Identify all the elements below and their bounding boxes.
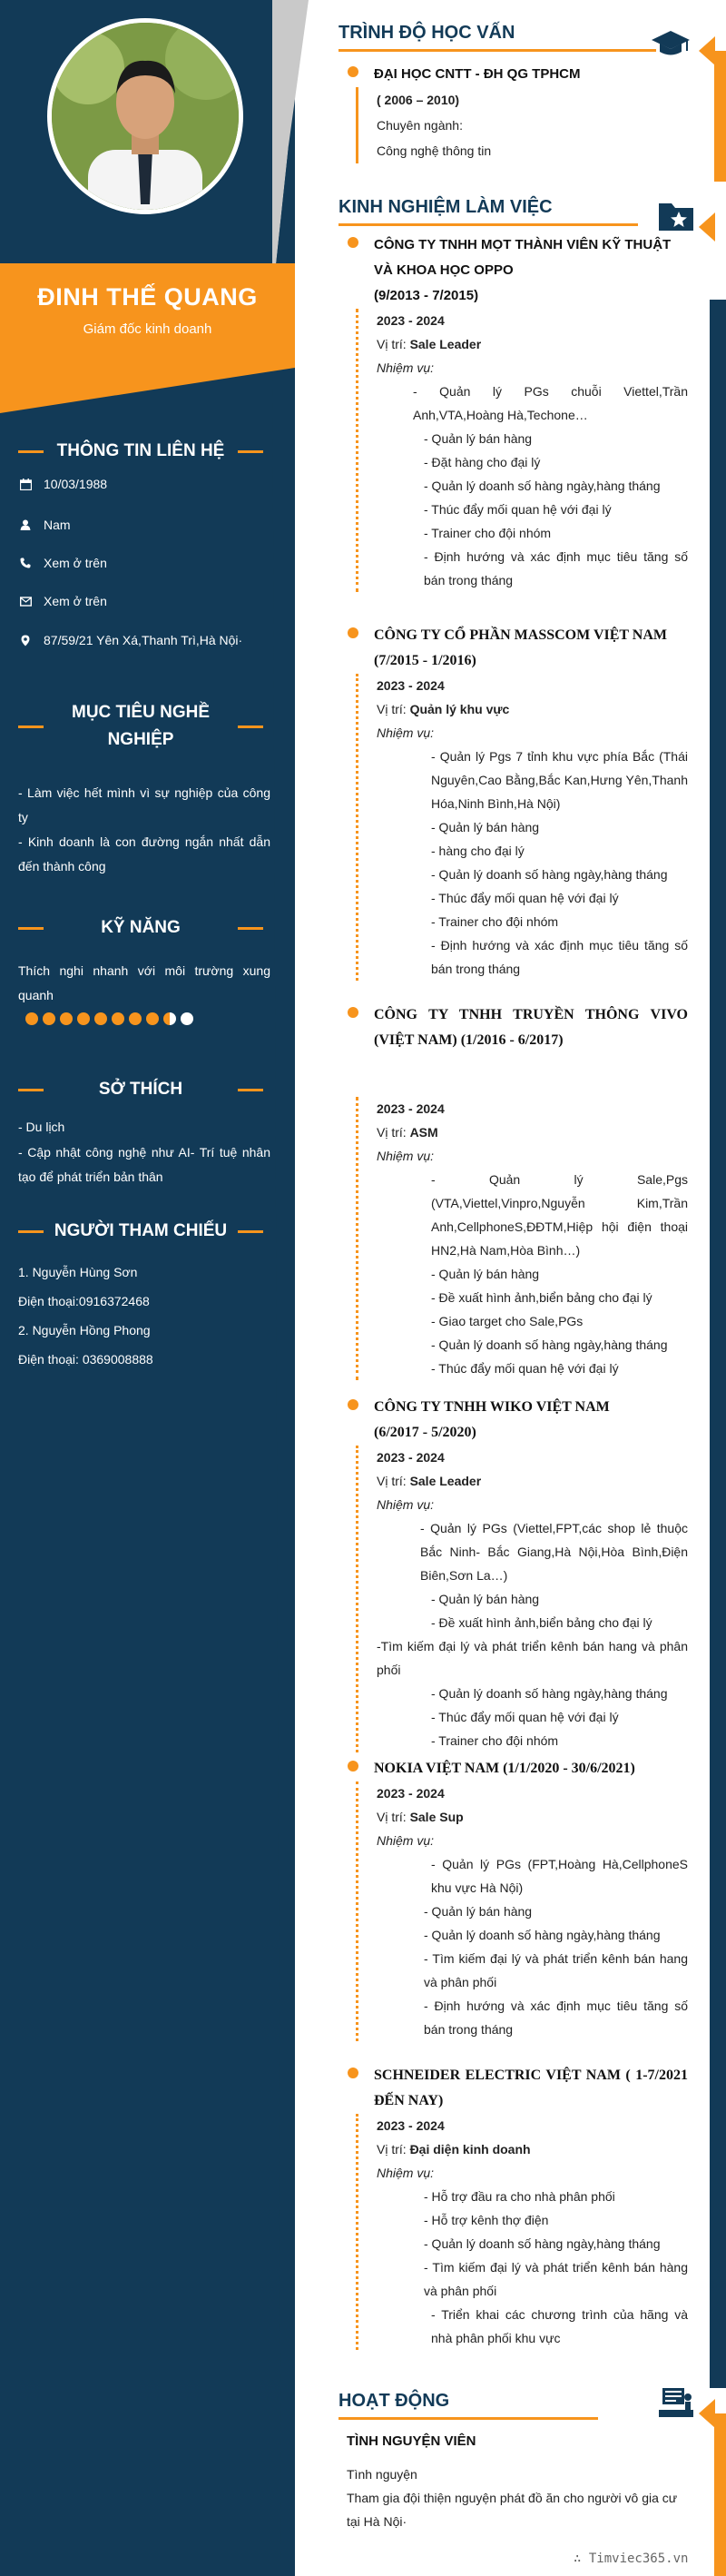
skill-rating-dot (146, 1012, 159, 1025)
education-item (352, 62, 688, 163)
job-3-duty-1: - Quản lý Sale,Pgs (VTA,Viettel,Vinpro,Nguyễn Kim,Trần Anh,CellphoneS,ĐĐTM,Hiệp hội điện thoại HN2,Hà Nam,Hòa Bình…) (431, 1172, 688, 1258)
skill-rating-dot (25, 1012, 38, 1025)
job-item-4 (352, 1395, 688, 1752)
job-6-period: 2023 - 2024 (377, 2118, 445, 2133)
job-5-duty-5: - Định hướng và xác định mục tiêu tăng số bán trong tháng (424, 1999, 688, 2037)
job-item-1 (352, 232, 688, 592)
activity-icon (657, 2384, 695, 2419)
education-marker (699, 36, 715, 65)
job-3-duty-5: - Quản lý doanh số hàng ngày,hàng tháng (431, 1337, 668, 1352)
job-1-duty-6: - Trainer cho đội nhóm (424, 526, 552, 540)
education-major: Công nghệ thông tin (377, 143, 492, 158)
job-1-duty-3: - Đặt hàng cho đại lý (424, 455, 541, 469)
job-5-duty-1: - Quản lý PGs (FPT,Hoàng Hà,CellphoneS khu vực Hà Nội) (431, 1857, 688, 1895)
profile-job-title: Giám đốc kinh doanh (83, 321, 212, 337)
job-5-duty-2: - Quản lý bán hàng (424, 1904, 533, 1919)
experience-marker (699, 212, 715, 242)
job-3-company: CÔNG TY TNHH TRUYỀN THÔNG VIVO (VIỆT NAM) (1/2016 - 6/2017) (374, 1007, 688, 1048)
job-4-duty-2: - Quản lý bán hàng (431, 1592, 540, 1606)
folder-star-icon (657, 198, 695, 232)
job-item-5 (352, 1756, 688, 2041)
job-3-period: 2023 - 2024 (377, 1101, 445, 1116)
education-side-bar (714, 51, 726, 182)
map-pin-icon (18, 633, 33, 647)
job-4-period: 2023 - 2024 (377, 1450, 445, 1465)
job-3-duty-label: Nhiệm vụ: (377, 1149, 435, 1163)
job-4-duty-label: Nhiệm vụ: (377, 1497, 435, 1512)
job-6-duty-3: - Quản lý doanh số hàng ngày,hàng tháng (424, 2236, 661, 2251)
job-4-duty-6: - Thúc đẩy mối quan hệ với đại lý (431, 1710, 619, 1724)
activities-heading: HOẠT ĐỘNG (338, 2391, 450, 2411)
job-2-period: 2023 - 2024 (377, 678, 445, 693)
phone-icon (18, 556, 33, 570)
activity-line-1: Tình nguyện (347, 2467, 417, 2482)
job-1-range: (9/2013 - 7/2015) (374, 288, 479, 303)
objective-line-2: - Kinh doanh là con đường ngắn nhất dẫn đến thành công (18, 834, 270, 873)
skill-rating-dot (112, 1012, 124, 1025)
job-3-duty-2: - Quản lý bán hàng (431, 1267, 540, 1281)
education-heading-line (338, 49, 656, 52)
job-6-duty-2: - Hỗ trợ kênh thợ điện (424, 2213, 549, 2227)
skill-rating-dot (163, 1012, 176, 1025)
job-4-company: CÔNG TY TNHH WIKO VIỆT NAM (374, 1399, 610, 1415)
job-1-period: 2023 - 2024 (377, 313, 445, 328)
job-2-duty-label: Nhiệm vụ: (377, 725, 435, 740)
job-4-duty-4: -Tìm kiếm đại lý và phát triển kênh bán hang và phân phối (377, 1639, 688, 1677)
job-1-role: Vị trí: Sale Leader (377, 337, 482, 351)
job-5-duty-label: Nhiệm vụ: (377, 1833, 435, 1848)
education-period: ( 2006 – 2010) (377, 93, 460, 107)
hobbies-heading: SỞ THÍCH (18, 1076, 263, 1103)
contact-address: 87/59/21 Yên Xá,Thanh Trì,Hà Nội· (18, 633, 272, 647)
experience-side-notch (693, 363, 726, 490)
skill-rating-dot (43, 1012, 55, 1025)
job-6-duty-1: - Hỗ trợ đầu ra cho nhà phân phối (424, 2189, 615, 2204)
job-5-company: NOKIA VIỆT NAM (1/1/2020 - 30/6/2021) (374, 1761, 635, 1776)
job-6-duty-5: - Triển khai các chương trình của hãng và nhà phân phối khu vực (431, 2307, 688, 2345)
job-4-duty-7: - Trainer cho đội nhóm (431, 1733, 559, 1748)
education-school: ĐẠI HỌC CNTT - ĐH QG TPHCM (374, 66, 581, 82)
skills-rating (25, 1012, 193, 1025)
hobbies-line-2: - Cập nhật công nghệ như AI- Trí tuệ nhân tạo để phát triển bản thân (18, 1145, 270, 1184)
graduation-cap-icon (652, 27, 690, 62)
contact-birthday: 10/03/1988 (18, 477, 272, 491)
contact-heading: THÔNG TIN LIÊN HỆ (18, 438, 263, 465)
job-1-company: CÔNG TY TNHH MỌT THÀNH VIÊN KỸ THUẬT VÀ KHOA HỌC OPPO (374, 237, 672, 278)
job-1-duty-label: Nhiệm vụ: (377, 360, 435, 375)
hobbies-line-1: - Du lịch (18, 1120, 65, 1134)
job-3-duty-3: - Đề xuất hình ảnh,biển bảng cho đại lý (431, 1290, 652, 1305)
job-item-6 (352, 2063, 688, 2350)
job-2-duty-1: - Quản lý Pgs 7 tỉnh khu vực phía Bắc (Thái Nguyên,Cao Bằng,Bắc Kan,Hưng Yên,Thanh Hóa,Ninh Bình,Hà Nội) (431, 749, 688, 811)
experience-side-bar (710, 300, 726, 2388)
contact-email: Xem ở trên (18, 594, 272, 608)
job-4-duty-1: - Quản lý PGs (Viettel,FPT,các shop lẻ thuộc Bắc Ninh- Bắc Giang,Hà Nội,Hòa Bình,Điện Biên,Sơn La…) (420, 1521, 688, 1583)
references-heading: NGƯỜI THAM CHIẾU (18, 1218, 263, 1245)
watermark-dots-icon: ∴ (574, 2551, 589, 2566)
job-5-duty-4: - Tìm kiếm đại lý và phát triển kênh bán hang và phân phối (424, 1951, 688, 1989)
job-5-period: 2023 - 2024 (377, 1786, 445, 1801)
profile-photo (52, 23, 239, 210)
job-2-duty-7: - Định hướng và xác định mục tiêu tăng số bán trong tháng (431, 938, 688, 976)
job-2-duty-6: - Trainer cho đội nhóm (431, 914, 559, 929)
experience-heading: KINH NGHIỆM LÀM VIỆC (338, 197, 553, 217)
experience-heading-line (338, 223, 638, 226)
job-4-duty-3: - Đề xuất hình ảnh,biển bảng cho đại lý (431, 1615, 652, 1630)
activity-line-2: Tham gia đội thiện nguyện phát đồ ăn cho người vô gia cư tại Hà Nội· (347, 2491, 678, 2529)
job-6-role: Vị trí: Đại diện kinh doanh (377, 2142, 531, 2157)
job-6-company: SCHNEIDER ELECTRIC VIỆT NAM ( 1-7/2021 ĐẾN NAY) (374, 2068, 688, 2108)
job-2-duty-5: - Thúc đẩy mối quan hệ với đại lý (431, 891, 619, 905)
reference-1-name: 1. Nguyễn Hùng Sơn (18, 1265, 138, 1279)
job-2-duty-4: - Quản lý doanh số hàng ngày,hàng tháng (431, 867, 668, 882)
job-2-role: Vị trí: Quản lý khu vực (377, 702, 510, 716)
job-3-role: Vị trí: ASM (377, 1125, 438, 1140)
job-2-duty-3: - hàng cho đại lý (431, 844, 525, 858)
envelope-icon (18, 594, 33, 608)
contact-gender: Nam (18, 518, 272, 532)
profile-name: ĐINH THẾ QUANG (37, 283, 258, 311)
job-5-role: Vị trí: Sale Sup (377, 1810, 464, 1824)
skill-rating-dot (181, 1012, 193, 1025)
avatar (47, 18, 243, 214)
skill-rating-dot (129, 1012, 142, 1025)
skill-rating-dot (60, 1012, 73, 1025)
reference-1-phone: Điện thoại:0916372468 (18, 1294, 150, 1308)
objective-heading: MỤC TIÊU NGHỀ NGHIỆP (18, 699, 263, 754)
job-1-duty-7: - Định hướng và xác định mục tiêu tăng số bán trong tháng (424, 549, 688, 587)
job-4-range: (6/2017 - 5/2020) (374, 1425, 476, 1440)
objective-line-1: - Làm việc hết mình vì sự nghiệp của công ty (18, 785, 270, 824)
job-5-duty-3: - Quản lý doanh số hàng ngày,hàng tháng (424, 1928, 661, 1942)
job-6-duty-4: - Tìm kiếm đại lý và phát triển kênh bán hàng và phân phối (424, 2260, 688, 2298)
education-heading: TRÌNH ĐỘ HỌC VẤN (338, 23, 515, 43)
activities-heading-line (338, 2417, 598, 2420)
job-3-duty-4: - Giao target cho Sale,PGs (431, 1314, 584, 1328)
sidebar (0, 0, 281, 2576)
job-item-3 (352, 1002, 688, 1380)
job-item-2 (352, 623, 688, 981)
skill-rating-dot (77, 1012, 90, 1025)
job-1-duty-4: - Quản lý doanh số hàng ngày,hàng tháng (424, 479, 661, 493)
skills-text: Thích nghi nhanh với môi trường xung quanh (18, 963, 270, 1002)
skills-heading: KỸ NĂNG (18, 914, 263, 942)
reference-2-name: 2. Nguyễn Hồng Phong (18, 1323, 151, 1337)
job-1-duty-2: - Quản lý bán hàng (424, 431, 533, 446)
user-icon (18, 518, 33, 532)
job-2-duty-2: - Quản lý bán hàng (431, 820, 540, 834)
sidebar-decoration (0, 0, 327, 2576)
activity-title: TÌNH NGUYỆN VIÊN (347, 2433, 476, 2449)
watermark: ∴ Timviec365.vn (574, 2551, 689, 2566)
skill-rating-dot (94, 1012, 107, 1025)
job-3-duty-6: - Thúc đẩy mối quan hệ với đại lý (431, 1361, 619, 1376)
calendar-icon (18, 477, 33, 491)
activities-side-bar (714, 2413, 726, 2576)
contact-phone: Xem ở trên (18, 556, 272, 570)
education-major-label: Chuyên ngành: (377, 118, 463, 133)
activities-marker (699, 2399, 715, 2428)
job-2-range: (7/2015 - 1/2016) (374, 653, 476, 668)
job-4-role: Vị trí: Sale Leader (377, 1474, 482, 1488)
job-6-duty-label: Nhiệm vụ: (377, 2166, 435, 2180)
job-2-company: CÔNG TY CỔ PHẦN MASSCOM VIỆT NAM (374, 627, 667, 643)
job-1-duty-1: - Quản lý PGs chuỗi Viettel,Trần Anh,VTA,Hoàng Hà,Techone… (413, 384, 688, 422)
job-1-duty-5: - Thúc đẩy mối quan hệ với đại lý (424, 502, 612, 517)
reference-2-phone: Điện thoại: 0369008888 (18, 1352, 153, 1367)
job-4-duty-5: - Quản lý doanh số hàng ngày,hàng tháng (431, 1686, 668, 1701)
